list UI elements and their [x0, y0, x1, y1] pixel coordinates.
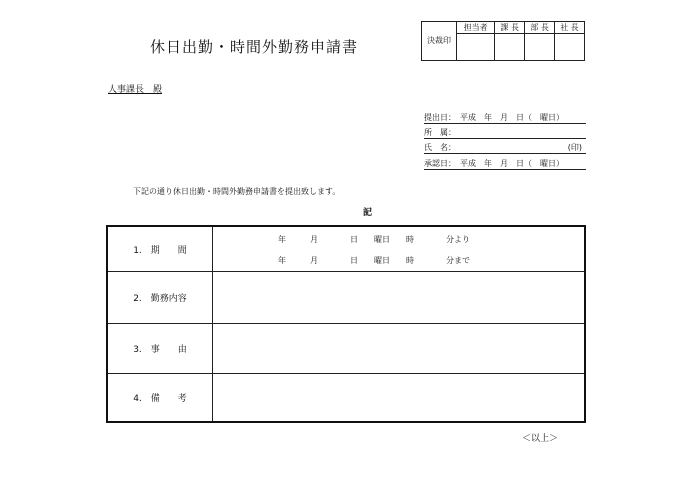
addressee: 人事課長 殿 [108, 85, 163, 95]
row-reason[interactable] [108, 324, 584, 374]
department-field[interactable] [424, 127, 586, 139]
approval-date-field[interactable] [424, 158, 586, 170]
body-text: 下記の通り休日出勤・時間外勤務申請書を提出致します。 [133, 187, 341, 196]
period-from: 年 月 日 曜日 時 分より [278, 235, 470, 244]
period-to: 年 月 日 曜日 時 分まで [278, 256, 470, 265]
department-label: 所 属： [424, 128, 456, 137]
seal-mark: (印) [567, 143, 582, 152]
document-title: 休日出勤・時間外勤務申請書 [150, 38, 359, 56]
submit-date-field[interactable] [424, 112, 586, 124]
row-label-period: 1. 期 間 [108, 227, 213, 271]
name-label: 氏 名： [424, 143, 456, 152]
closing-mark: ＜以上＞ [522, 434, 559, 444]
approval-date-label: 承認日： 平成 年 月 日（ 曜日） [424, 159, 564, 168]
stamp-cell-tantousha[interactable] [457, 34, 495, 61]
name-field[interactable] [424, 142, 586, 154]
ki-heading: 記 [363, 208, 373, 218]
row-remarks[interactable] [108, 374, 584, 421]
row-label-remarks: 4. 備 考 [108, 374, 213, 421]
submit-date-label: 提出日： 平成 年 月 日（ 曜日） [424, 113, 564, 122]
application-table [106, 225, 586, 423]
row-period[interactable] [108, 227, 584, 272]
row-work-content[interactable] [108, 272, 584, 324]
stamp-cell-shachou[interactable] [555, 34, 585, 61]
approval-label: 決裁印 [422, 22, 457, 61]
role-tantousha: 担当者 [457, 22, 495, 34]
role-kachou: 課 長 [495, 22, 525, 34]
approval-stamp-box [421, 21, 585, 61]
role-shachou: 社 長 [555, 22, 585, 34]
role-buchou: 部 長 [525, 22, 555, 34]
stamp-cell-buchou[interactable] [525, 34, 555, 61]
row-label-work-content: 2. 勤務内容 [108, 272, 213, 323]
row-label-reason: 3. 事 由 [108, 324, 213, 373]
stamp-cell-kachou[interactable] [495, 34, 525, 61]
